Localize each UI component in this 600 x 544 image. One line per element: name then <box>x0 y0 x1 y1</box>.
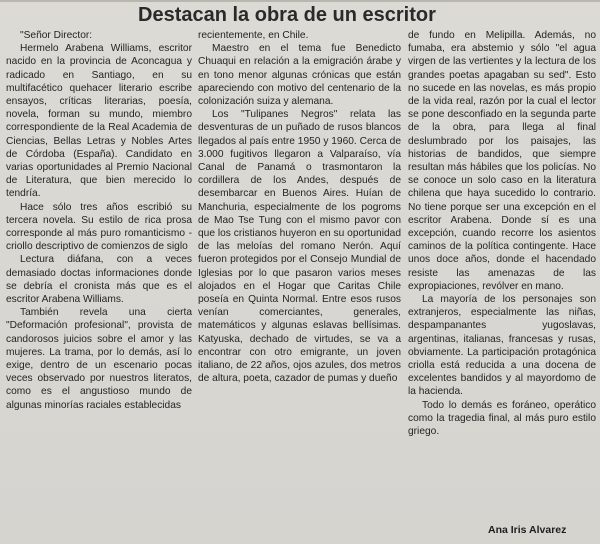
article-column-2 <box>198 29 401 385</box>
article-column-1 <box>6 29 192 412</box>
paragraph: Hermelo Arabena Williams, escritor nacido en la provincia de Aconcagua y radicado en Santiago, en su multifacético quehacer literario escribe ensayos, críticas literarias, poesía, novela, forman su mundo, miembro correspondiente de la Real Academia de Ciencias, Bellas Letras y Nobles Artes de Córdoba (España). Candidato en varias oportunidades al Premio Nacional de Literatura, que bien merecido lo tendría. <box>6 43 192 200</box>
article-headline: Destacan la obra de un escritor <box>138 4 436 26</box>
paragraph: Hace sólo tres años escribió su tercera novela. Su estilo de rica prosa corresponde al más puro romanticismo - criollo descriptivo de comienzos de siglo <box>6 201 192 253</box>
paragraph: recientemente, en Chile. <box>198 30 309 41</box>
article-column-3 <box>408 29 596 438</box>
article-byline: Ana Iris Alvarez <box>488 524 567 536</box>
paragraph: Maestro en el tema fue Benedicto Chuaqui en relación a la emigración árabe y en tono menor algunas crónicas que están apareciendo con motivo del centenario de la colonización suiza y alemana. <box>198 43 401 108</box>
paragraph: de fundo en Melipilla. Además, no fumaba, era abstemio y sólo "el agua virgen de las vertientes y la lectura de los grandes poetas apagaban su sed". Esto no sucede en las novelas, es más propio de la vida real, razón por la cual el lector se pone desconfiado en la segunda parte de la obra, para llega al final deslumbrado por los paisajes, las historias de bandidos, que siempre resultan más hábiles que los policías. No se conoce un solo caso en la literatura chilena que haya sucedido lo contrario. No tiene porque ser una excepción en el escritor Arabena. Donde sí es una excepción, cuando recorre los asientos caminos de la política contingente. Hace unos doce años, donde el hacendado resiste las amenazas de las expropiaciones, revólver en mano. <box>408 30 596 292</box>
paragraph: "Señor Director: <box>20 30 93 41</box>
paragraph: La mayoría de los personajes son extranjeros, especialmente las niñas, despampanantes yugoslavas, argentinas, italianas, francesas y rusas, obviamente. La participación protagónica criolla está reducida a una docena de excelentes bandidos y al mayordomo de la hacienda. <box>408 294 596 398</box>
top-rule <box>0 0 600 2</box>
paragraph: También revela una cierta "Deformación profesional", provista de candorosos juicios sobre el amor y las mujeres. La trama, por lo demás, así lo exige, dentro de un escenario pocas veces observado por nuestros literatos, como es el angustioso mundo de algunas minorías raciales establecidas <box>6 307 192 411</box>
paragraph: Lectura diáfana, con a veces demasiado doctas informaciones donde se debría el cronista más que es el escritor Arabena Williams. <box>6 254 192 306</box>
paragraph: Todo lo demás es foráneo, operático como la tragedia final, al más puro estilo griego. <box>408 399 596 438</box>
paragraph: Los "Tulipanes Negros" relata las desventuras de un puñado de rusos blancos llegados al país entre 1950 y 1960. Cerca de 3.000 fugitivos llegaron a Valparaíso, vía Canal de Panamá o trasmontaron la cordillera de los Andes, después de desembarcar en Buenos Aires. Huían de Manchuria, especialmente de los pogroms de Mao Tse Tung con el mismo pavor con que los cristianos huyeron en su oportunidad de las meloías del romano Nerón. Aquí fueron protegidos por el Consejo Mundial de Iglesias por lo que pasaron varios meses alojados en el Hogar que Caritas Chile poseía en Quinta Normal. Entre esos rusos venían comerciantes, generales, matemáticos y algunas eslavas bellísimas. Katyuska, dechado de virtudes, se va a encontrar con otro emigrante, un joven italiano, de 22 años, ojos azules, dos metros de altura, poeta, cazador de pumas y dueño <box>198 109 401 385</box>
